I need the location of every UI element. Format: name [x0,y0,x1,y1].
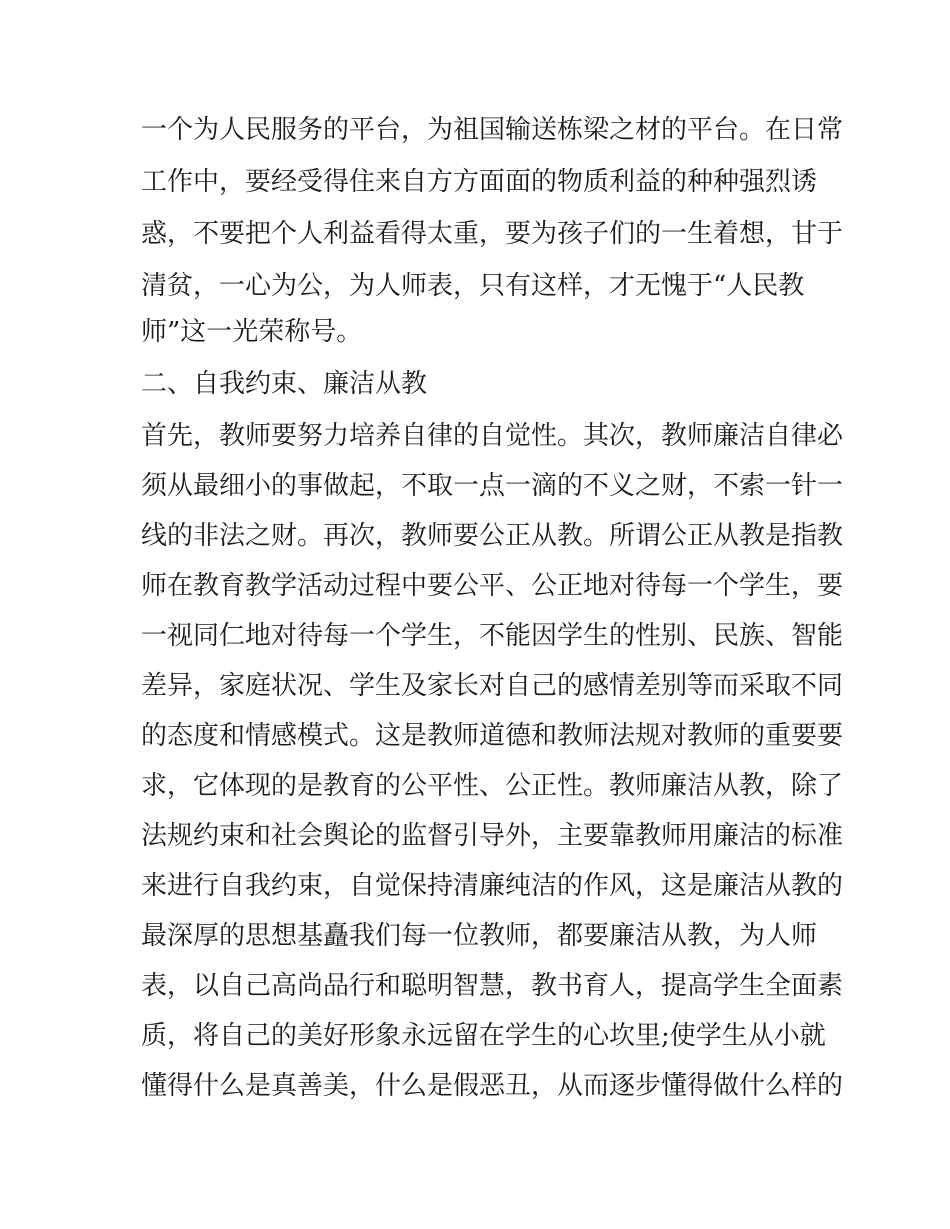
text-line: 来进行自我约束，自觉保持清廉纯洁的作风，这是廉洁从教的 [141,871,844,901]
text-line: 表，以自己高尚品行和聪明智慧，教书育人，提高学生全面素 [141,971,844,1001]
text-line: 求，它体现的是教育的公平性、公正性。教师廉洁从教，除了 [141,771,844,801]
text-line: 首先，教师要努力培养自律的自觉性。其次，教师廉洁自律必 [141,421,844,451]
text-line: 清贫，一心为公，为人师表，只有这样，才无愧于“人民教 [141,271,805,301]
text-line: 的态度和情感模式。这是教师道德和教师法规对教师的重要要 [141,721,844,751]
text-line: 法规约束和社会舆论的监督引导外，主要靠教师用廉洁的标准 [141,821,844,851]
section-heading: 二、自我约束、廉洁从教 [141,369,428,399]
text-line: 线的非法之财。再次，教师要公正从教。所谓公正从教是指教 [141,521,844,551]
text-line: 须从最细小的事做起，不取一点一滴的不义之财，不索一针一 [141,471,844,501]
text-line: 一个为人民服务的平台，为祖国输送栋梁之材的平台。在日常 [141,115,844,145]
text-line: 差异，家庭状况、学生及家长对自己的感情差别等而采取不同 [141,671,844,701]
text-line: 师”这一光荣称号。 [141,317,363,347]
text-line: 工作中，要经受得住来自方方面面的物质利益的种种强烈诱 [141,167,818,197]
text-line: 一视同仁地对待每一个学生，不能因学生的性别、民族、智能 [141,621,844,651]
text-line: 惑，不要把个人利益看得太重，要为孩子们的一生着想，甘于 [141,219,844,249]
text-line: 懂得什么是真善美，什么是假恶丑，从而逐步懂得做什么样的 [141,1071,844,1101]
text-line: 师在教育教学活动过程中要公平、公正地对待每一个学生，要 [141,571,844,601]
text-line: 最深厚的思想基矗我们每一位教师，都要廉洁从教，为人师 [141,921,818,951]
text-line: 质，将自己的美好形象永远留在学生的心坎里;使学生从小就 [141,1021,826,1051]
